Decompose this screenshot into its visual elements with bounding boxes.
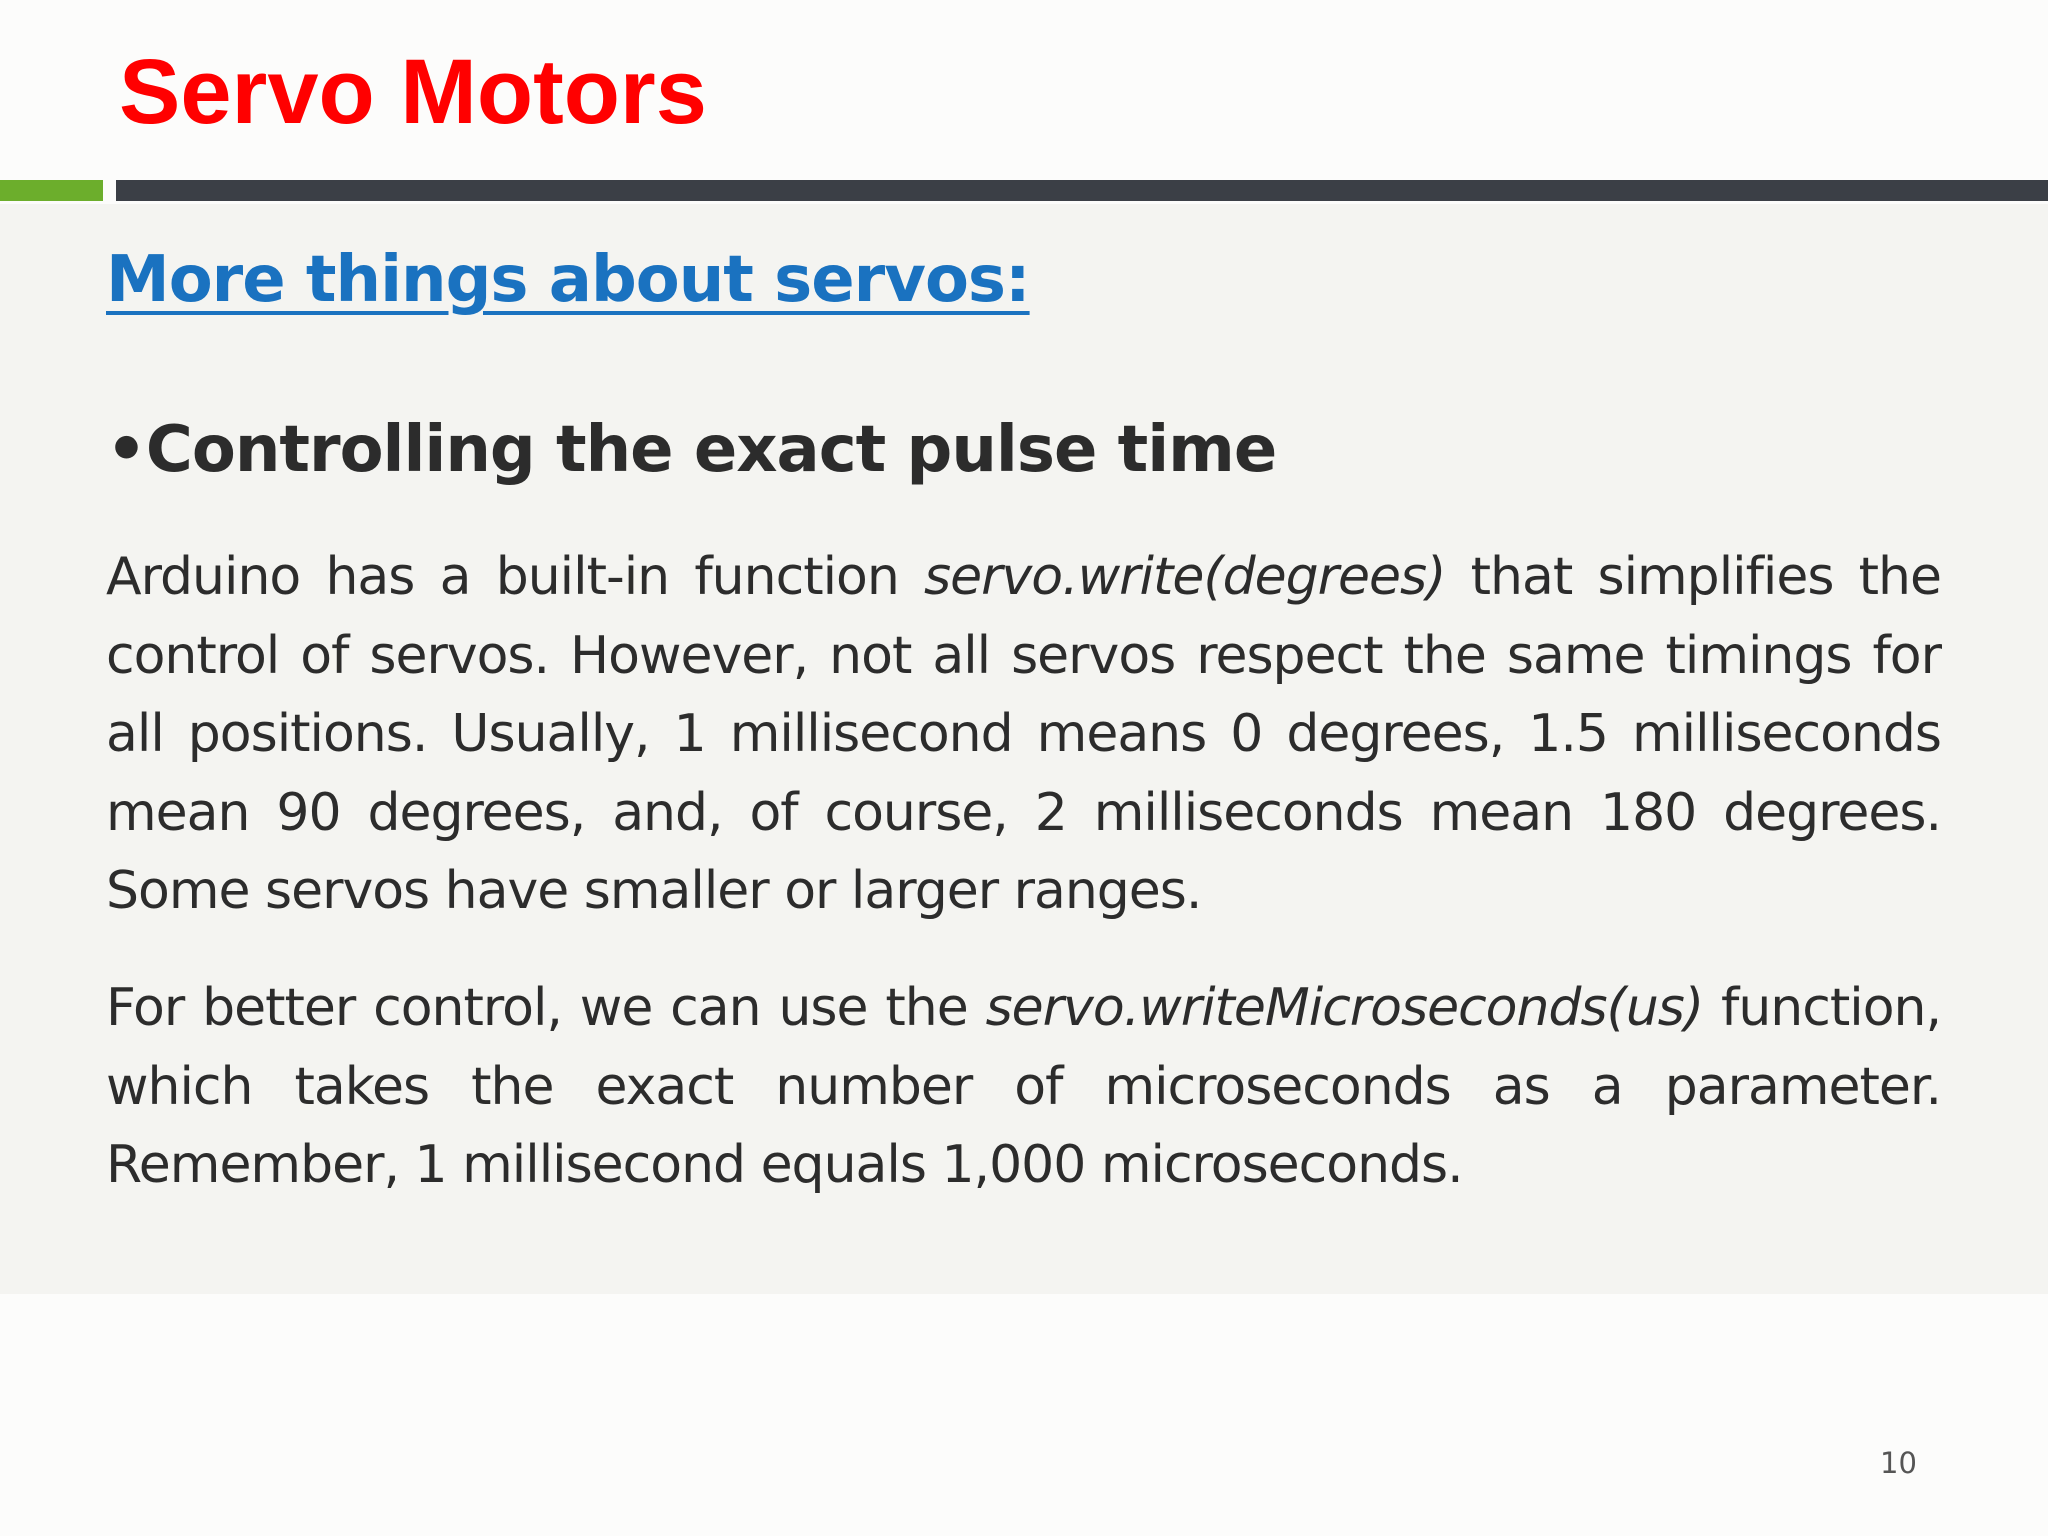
- page-number: 10: [1880, 1446, 1917, 1480]
- paragraph-text: For better control, we can use the: [106, 978, 986, 1038]
- bullet-heading: •Controlling the exact pulse time: [106, 413, 1277, 487]
- paragraph-servo-write: [106, 538, 1941, 931]
- slide-title: Servo Motors: [119, 41, 707, 143]
- function-name: servo.write(degrees): [924, 547, 1446, 607]
- title-accent-bar-dark: [116, 180, 2048, 201]
- title-accent-bar-green: [0, 180, 103, 201]
- paragraph-write-microseconds: [106, 969, 1941, 1205]
- paragraph-text: Arduino has a built-in function: [106, 547, 925, 607]
- section-heading: More things about servos:: [106, 243, 1030, 317]
- function-name: servo.writeMicroseconds(us): [985, 978, 1704, 1038]
- paragraph-text: function, which takes the exact number of microseconds as a parameter. Remember, 1 millisecond equals 1,000 microseconds.: [106, 978, 1941, 1195]
- paragraph-text: that simplifies the control of servos. However, not all servos respect the same timings for all positions. Usually, 1 millisecond means 0 degrees, 1.5 milliseconds mean 90 degrees, and, of course, 2 milliseconds mean 180 degrees. Some servos have smaller or larger ranges.: [106, 547, 1941, 921]
